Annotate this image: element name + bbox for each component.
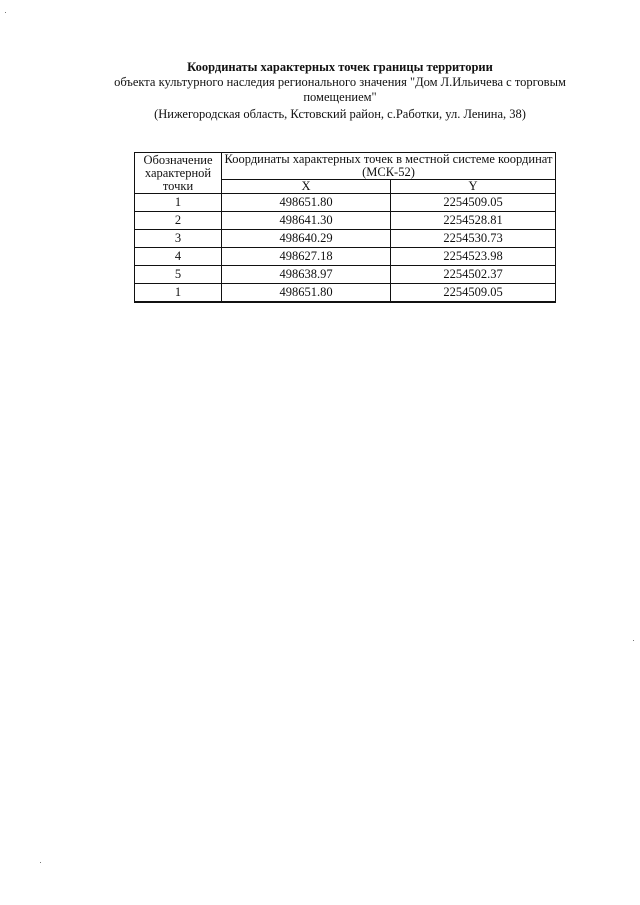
x-cell: 498651.80 — [222, 284, 391, 303]
x-cell: 498641.30 — [222, 212, 391, 230]
table-row — [135, 248, 556, 266]
table-row — [135, 230, 556, 248]
scan-speck — [5, 12, 6, 13]
x-cell: 498627.18 — [222, 248, 391, 266]
table-row — [135, 212, 556, 230]
point-cell: 2 — [135, 212, 222, 230]
y-cell: 2254509.05 — [391, 194, 556, 212]
table-row — [135, 194, 556, 212]
y-cell: 2254509.05 — [391, 284, 556, 303]
header-y: Y — [391, 180, 556, 194]
x-cell: 498638.97 — [222, 266, 391, 284]
document-subtitle: объекта культурного наследия регионального значения "Дом Л.Ильичева с торговым помещением" — [114, 75, 566, 104]
point-cell: 3 — [135, 230, 222, 248]
point-cell: 5 — [135, 266, 222, 284]
x-cell: 498651.80 — [222, 194, 391, 212]
y-cell: 2254523.98 — [391, 248, 556, 266]
header-designation: Обозначение характерной точки — [135, 153, 222, 194]
document-title: Координаты характерных точек границы территории — [187, 60, 493, 74]
header-coordinates: Координаты характерных точек в местной системе координат (МСК-52) — [222, 153, 556, 180]
header-x: X — [222, 180, 391, 194]
scan-speck — [633, 640, 634, 641]
point-cell: 1 — [135, 194, 222, 212]
document-address: (Нижегородская область, Кстовский район, с.Работки, ул. Ленина, 38) — [154, 107, 526, 121]
table-row — [135, 284, 556, 303]
x-cell: 498640.29 — [222, 230, 391, 248]
point-cell: 4 — [135, 248, 222, 266]
y-cell: 2254502.37 — [391, 266, 556, 284]
y-cell: 2254528.81 — [391, 212, 556, 230]
coordinates-table — [134, 152, 556, 303]
y-cell: 2254530.73 — [391, 230, 556, 248]
point-cell: 1 — [135, 284, 222, 303]
document-heading — [90, 60, 590, 122]
scan-speck — [40, 862, 41, 863]
table-row — [135, 266, 556, 284]
